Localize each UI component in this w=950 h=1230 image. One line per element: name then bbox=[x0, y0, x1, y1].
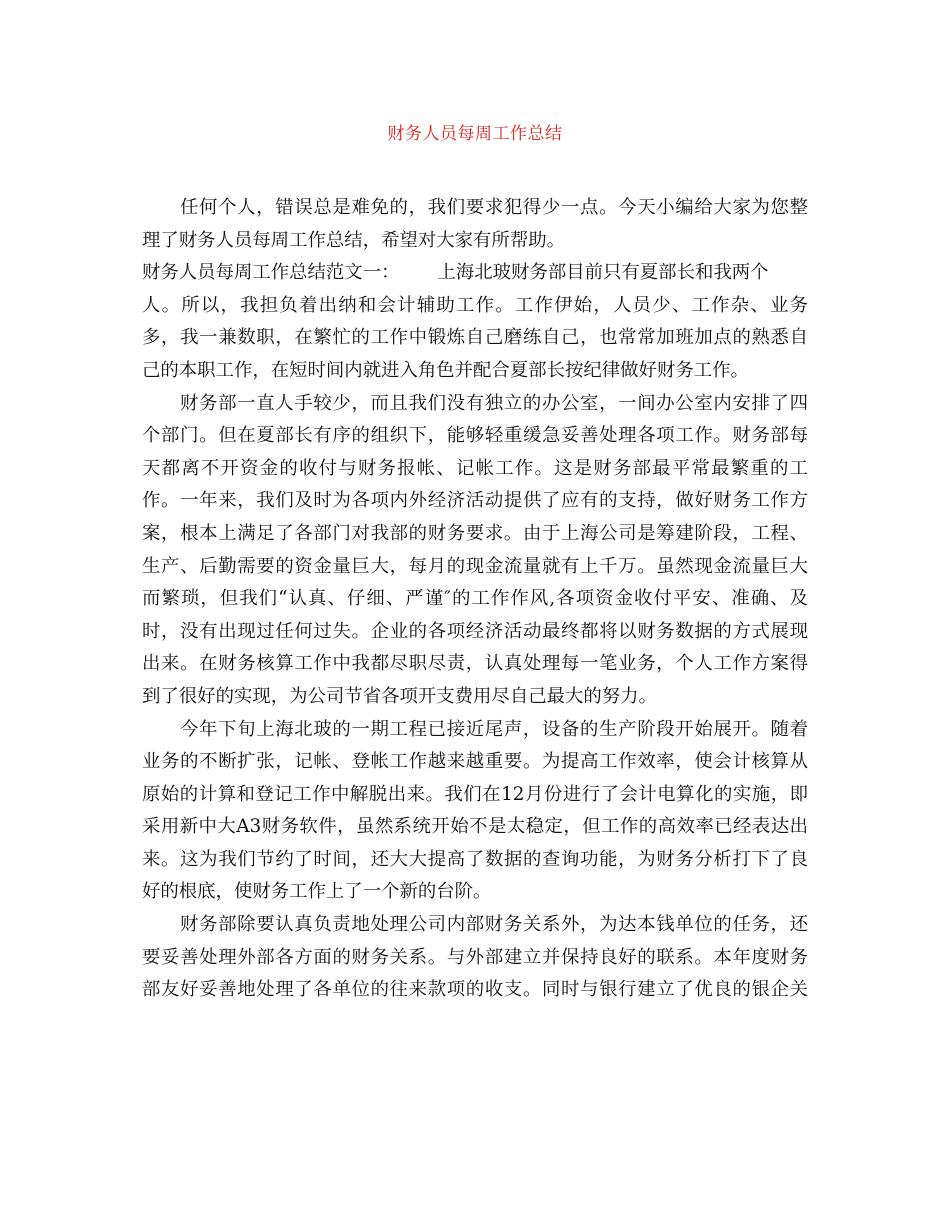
text-line: 原始的计算和登记工作中解脱出来。我们在12月份进行了会计电算化的实施，即 bbox=[142, 783, 808, 805]
text-line: 来。这为我们节约了时间，还大大提高了数据的查询功能，为财务分析打下了良 bbox=[142, 848, 808, 870]
text-line-continuation: 上海北玻财务部目前只有夏部长和我两个 bbox=[437, 262, 769, 284]
text-line: 采用新中大A3财务软件，虽然系统开始不是太稳定，但工作的高效率已经表达出 bbox=[142, 816, 808, 838]
text-line: 而繁琐，但我们“认真、仔细、严谨″的工作作风,各项资金收付平安、准确、及 bbox=[142, 588, 808, 610]
section-heading: 财务人员每周工作总结范文一： bbox=[142, 262, 400, 284]
text-line: 个部门。但在夏部长有序的组织下，能够轻重缓急妥善处理各项工作。财务部每 bbox=[142, 425, 808, 447]
document-title: 财务人员每周工作总结 bbox=[387, 124, 563, 144]
text-line: 财务部一直人手较少，而且我们没有独立的办公室，一间办公室内安排了四 bbox=[180, 392, 808, 414]
text-line: 业务的不断扩张，记帐、登帐工作越来越重要。为提高工作效率，使会计核算从 bbox=[142, 751, 808, 773]
text-line: 今年下旬上海北玻的一期工程已接近尾声，设备的生产阶段开始展开。随着 bbox=[180, 718, 808, 740]
text-line: 部友好妥善地处理了各单位的往来款项的收支。同时与银行建立了优良的银企关 bbox=[142, 979, 808, 1001]
text-line: 任何个人，错误总是难免的，我们要求犯得少一点。今天小编给大家为您整 bbox=[180, 197, 808, 218]
text-line: 到了很好的实现，为公司节省各项开支费用尽自己最大的努力。 bbox=[142, 685, 657, 707]
text-line: 出来。在财务核算工作中我都尽职尽责，认真处理每一笔业务，个人工作方案得 bbox=[142, 653, 808, 675]
document-body bbox=[142, 192, 808, 1007]
text-line: 好的根底，使财务工作上了一个新的台阶。 bbox=[142, 881, 492, 903]
text-line: 理了财务人员每周工作总结，希望对大家有所帮助。 bbox=[142, 229, 565, 251]
text-line: 天都离不开资金的收付与财务报帐、记帐工作。这是财务部最平常最繁重的工 bbox=[142, 457, 808, 479]
text-line: 多，我一兼数职，在繁忙的工作中锻炼自己磨练自己，也常常加班加点的熟悉自 bbox=[142, 327, 808, 349]
text-line bbox=[142, 257, 808, 290]
text-line: 要妥善处理外部各方面的财务关系。与外部建立并保持良好的联系。本年度财务 bbox=[142, 946, 808, 968]
text-line: 案，根本上满足了各部门对我部的财务要求。由于上海公司是筹建阶段，工程、 bbox=[142, 522, 808, 544]
text-line: 生产、后勤需要的资金量巨大，每月的现金流量就有上千万。虽然现金流量巨大 bbox=[142, 555, 808, 577]
text-line: 财务部除要认真负责地处理公司内部财务关系外，为达本钱单位的任务，还 bbox=[180, 914, 808, 936]
text-line: 时，没有出现过任何过失。企业的各项经济活动最终都将以财务数据的方式展现 bbox=[142, 620, 808, 642]
text-line: 人。所以，我担负着出纳和会计辅助工作。工作伊始，人员少、工作杂、业务 bbox=[142, 294, 808, 316]
text-line: 作。一年来，我们及时为各项内外经济活动提供了应有的支持，做好财务工作方 bbox=[142, 490, 808, 512]
text-line: 己的本职工作，在短时间内就进入角色并配合夏部长按纪律做好财务工作。 bbox=[142, 359, 749, 381]
